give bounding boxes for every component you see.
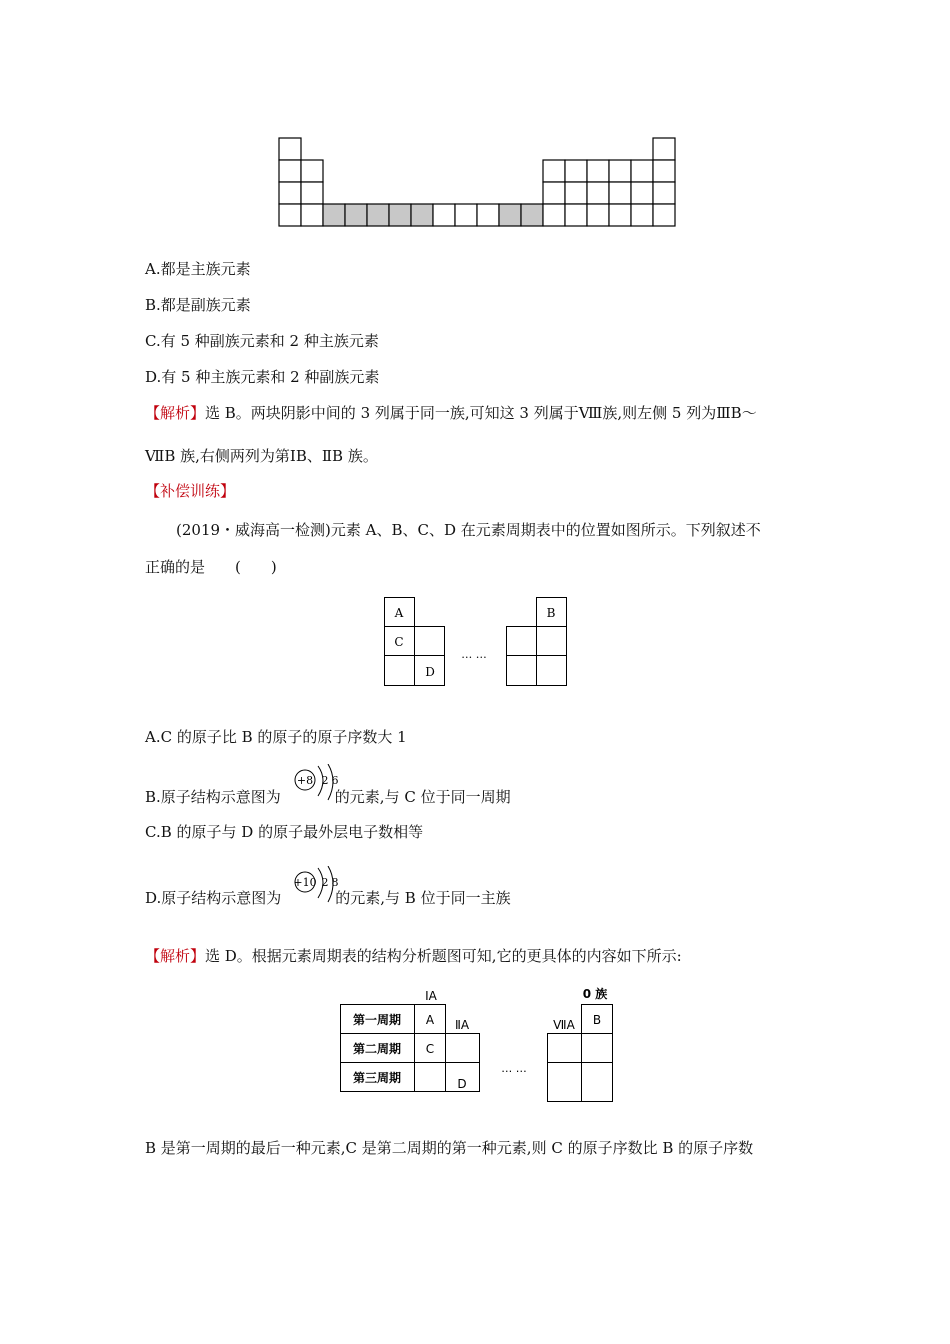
analysis-tag: 【解析】 bbox=[145, 947, 206, 965]
option-a: A.C 的原子比 B 的原子的原子序数大 1 bbox=[145, 728, 407, 746]
cell-c-label: C bbox=[425, 1042, 435, 1056]
cell-d-label: D bbox=[457, 1077, 467, 1091]
shell-1-count: 2 bbox=[321, 774, 329, 787]
nucleus-charge: +8 bbox=[296, 774, 314, 787]
cell-a-label: A bbox=[394, 606, 404, 620]
group-2a-label: ⅡA bbox=[454, 1018, 470, 1032]
analysis-last-line: B 是第一周期的最后一种元素,C 是第二周期的第一种元素,则 C 的原子序数比 B 的原子序数 bbox=[145, 1139, 754, 1157]
option-d: D.有 5 种主族元素和 2 种副族元素 bbox=[145, 368, 380, 386]
option-a: A.都是主族元素 bbox=[145, 260, 251, 278]
cell-d-label: D bbox=[425, 665, 435, 679]
analysis-paragraph bbox=[145, 403, 757, 423]
atom-structure-diagram-b bbox=[292, 764, 348, 806]
group-1a-label: ⅠA bbox=[425, 989, 437, 1003]
option-b-suffix: 的元素,与 C 位于同一周期 bbox=[334, 788, 511, 806]
option-c: C.B 的原子与 D 的原子最外层电子数相等 bbox=[145, 823, 424, 841]
periodic-table-outline bbox=[278, 136, 678, 228]
cell-b-label: B bbox=[546, 606, 556, 620]
option-b: B.都是副族元素 bbox=[145, 296, 251, 314]
ellipsis-label: … … bbox=[461, 648, 487, 661]
analysis-paragraph-2 bbox=[145, 946, 682, 966]
analysis-text: 选 D。根据元素周期表的结构分析题图可知,它的更具体的内容如下所示: bbox=[205, 947, 682, 965]
element-position-figure bbox=[382, 596, 570, 690]
detailed-period-figure bbox=[336, 984, 618, 1106]
group-0-label: 0 族 bbox=[582, 987, 608, 1001]
option-d-suffix: 的元素,与 B 位于同一主族 bbox=[335, 889, 511, 907]
period-3-label: 第三周期 bbox=[352, 1071, 402, 1085]
option-b-prefix: B.原子结构示意图为 bbox=[145, 788, 281, 806]
analysis-line-1: 选 B。两块阴影中间的 3 列属于同一族,可知这 3 列属于Ⅷ族,则左侧 5 列为ⅢB～ bbox=[205, 404, 757, 422]
cell-b-label: B bbox=[592, 1013, 602, 1027]
question-stem-line-1: (2019・威海高一检测)元素 A、B、C、D 在元素周期表中的位置如图所示。下列叙述不 bbox=[176, 521, 761, 539]
cell-c-label: C bbox=[394, 635, 404, 649]
section-tag: 【补偿训练】 bbox=[145, 482, 236, 500]
shell-2-count: 6 bbox=[331, 774, 339, 787]
option-c: C.有 5 种副族元素和 2 种主族元素 bbox=[145, 332, 379, 350]
period-2-label: 第二周期 bbox=[352, 1042, 402, 1056]
shell-2-count: 8 bbox=[331, 876, 339, 889]
nucleus-charge: +10 bbox=[293, 876, 317, 889]
period-1-label: 第一周期 bbox=[352, 1013, 402, 1027]
atom-structure-diagram-d bbox=[292, 866, 348, 908]
ellipsis-label: … … bbox=[501, 1062, 527, 1075]
analysis-line-2: ⅦB 族,右侧两列为第ⅠB、ⅡB 族。 bbox=[145, 447, 378, 465]
analysis-tag: 【解析】 bbox=[145, 404, 206, 422]
shell-1-count: 2 bbox=[321, 876, 329, 889]
question-stem-line-2: 正确的是 ( ) bbox=[145, 558, 277, 576]
option-d-prefix: D.原子结构示意图为 bbox=[145, 889, 282, 907]
group-7a-label: ⅦA bbox=[553, 1018, 575, 1032]
cell-a-label: A bbox=[425, 1013, 435, 1027]
